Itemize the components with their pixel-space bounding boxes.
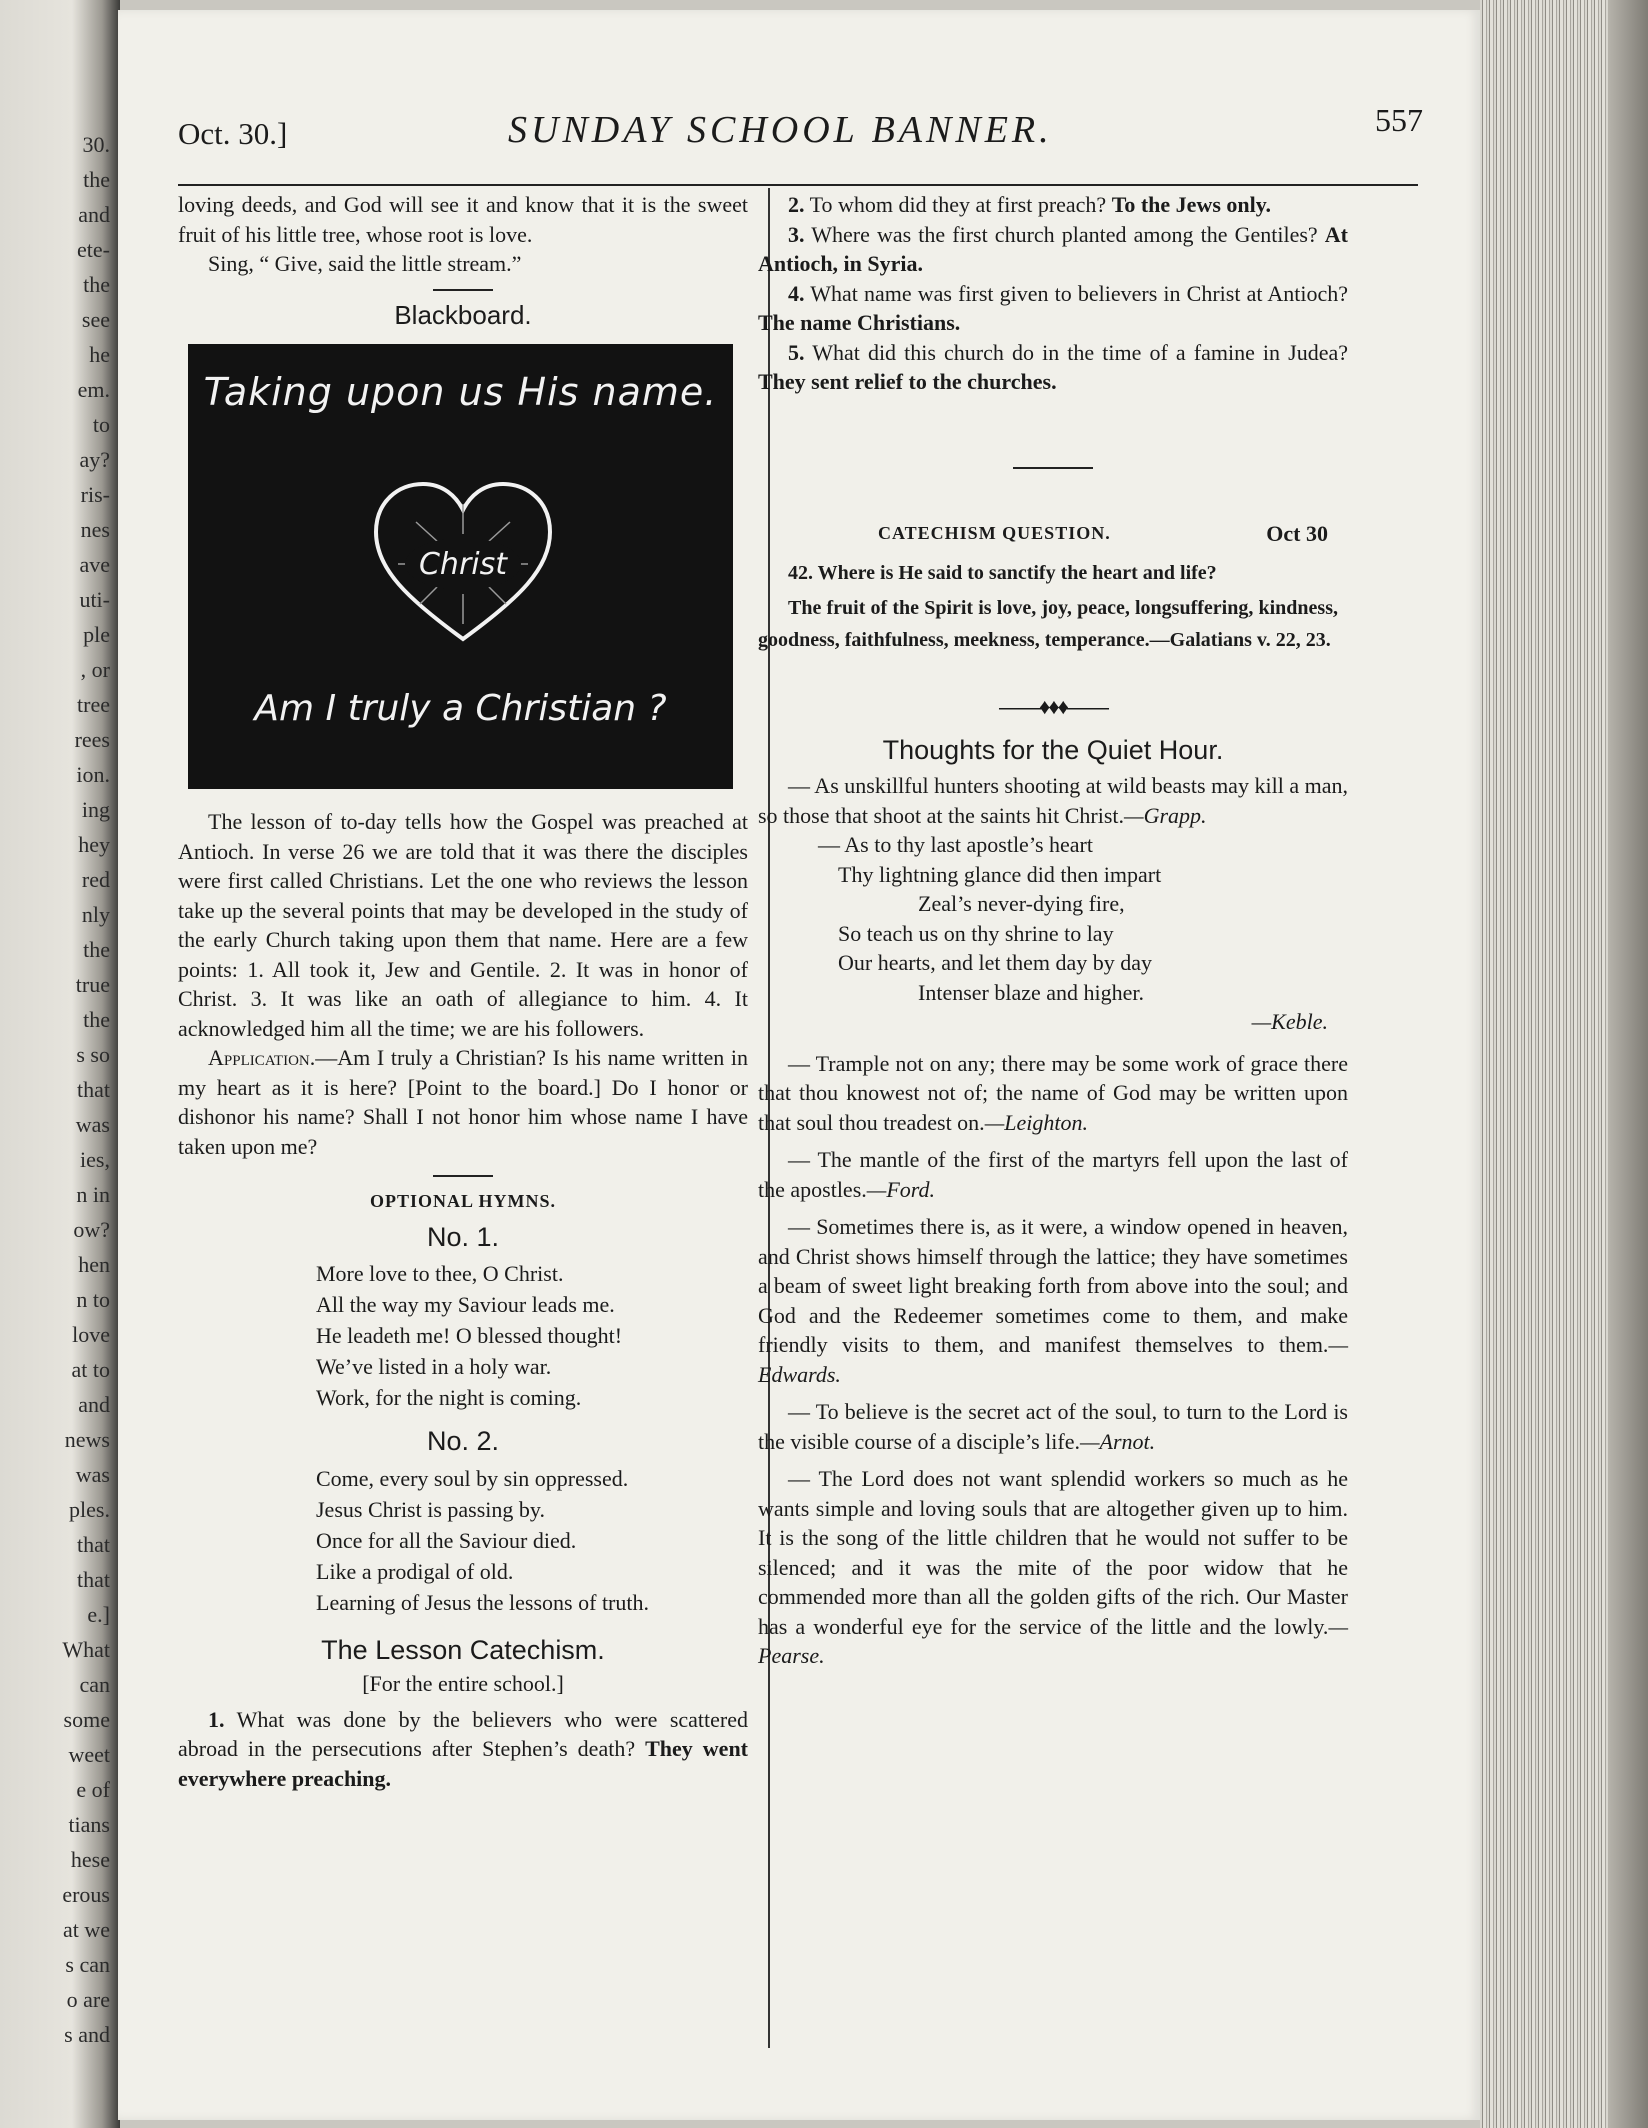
catechism-question-3 [758,220,1348,279]
gutter-fragment: ies, [80,1147,110,1172]
header-date: Oct. 30.] [178,116,288,151]
blackboard-illustration [188,344,733,789]
gutter-fragment: can [79,1672,110,1697]
gutter-fragment: ave [79,552,110,577]
catechism-question-5 [758,338,1348,397]
hymn-line: Jesus Christ is passing by. [316,1496,545,1522]
gutter-fragment: ple [83,622,110,647]
thought-4 [758,1212,1348,1389]
thought-2 [758,1049,1348,1138]
hymn-line: Learning of Jesus the lessons of truth. [316,1589,649,1615]
gutter-fragment: erous [62,1882,110,1907]
divider [1013,467,1093,469]
gutter-fragment: nly [81,902,110,927]
lesson-catechism-heading: The Lesson Catechism. [321,1634,605,1665]
intro-paragraph: loving deeds, and God will see it and know that it is the sweet fruit of his little tree, whose root is love. [178,192,748,247]
hymn-line: Come, every soul by sin oppressed. [316,1465,629,1491]
hymn-line: Once for all the Saviour died. [316,1527,577,1553]
question-answer: They went everywhere preaching. [178,1736,749,1791]
gutter-fragment: ples. [69,1497,110,1522]
gutter-fragment: hey [78,832,110,857]
catechism-questions [758,190,1348,397]
hymn1-heading: No. 1. [426,1221,500,1252]
gutter-fragment: s so [76,1042,110,1067]
gutter-fragment: hen [78,1252,110,1277]
gutter-fragment: see [81,307,110,332]
gutter-fragment: n in [76,1182,110,1207]
gutter-fragment: he [89,342,110,367]
gutter-fragment: rees [74,727,110,752]
thought-author: —Grapp. [1124,802,1207,828]
gutter-fragment: nes [80,517,110,542]
gutter-fragment: ow? [73,1217,110,1242]
page [118,10,1480,2120]
gutter-fragment: n to [76,1287,110,1312]
gutter-fragment: true [75,972,110,997]
poem-line: So teach us on thy shrine to lay [838,920,1114,946]
hymn-line: He leadeth me! O blessed thought! [316,1323,623,1348]
catechism-question-date: Oct 30 [1266,520,1328,546]
gutter-fragment: tians [68,1812,110,1837]
gutter-fragment: 30. [82,132,110,157]
gutter-fragment: that [77,1532,110,1557]
hymn-line: Like a prodigal of old. [316,1558,514,1584]
blackboard-heading: Blackboard. [394,299,532,330]
question-text: To whom did they at first preach? [809,192,1107,217]
gutter-fragment: red [81,867,110,892]
hymn-line: More love to thee, O Christ. [316,1261,564,1286]
thought-text: — The Lord does not want splendid workers so much as he wants simple and loving souls that are altogether given up to him. It is the song of the little children that he would not suffer to be silenced; and it was the mite of the poor widow that he commended more than all the golden gifts of the rich. Our Master has a wonderful eye for the service of the little and the lowly. [758,1466,1348,1639]
blackboard-line2: Am I truly a Christian ? [254,688,667,729]
poem-line: Our hearts, and let them day by day [838,950,1153,975]
gutter-fragment: the [83,937,110,962]
hymn-line: Work, for the night is coming. [316,1385,582,1410]
hymn-line: All the way my Saviour leads me. [316,1292,615,1317]
book-cover-edge [1608,0,1648,2128]
gutter-fragment: , or [80,657,110,682]
thought-3 [758,1145,1348,1204]
right-column [758,190,1348,1671]
poem [818,830,1348,1007]
catechism-question-1 [178,1705,748,1794]
question-text: What name was first given to believers in Christ at Antioch? [810,280,1348,306]
question-text: What did this church do in the time of a famine in Judea? [812,339,1348,365]
lesson-catechism-sub: [For the entire school.] [362,1671,564,1696]
thought-text: — The mantle of the first of the martyrs fell upon the last of the apostles. [758,1147,1348,1202]
left-column [178,190,748,1793]
page-number: 557 [1375,102,1423,138]
application-paragraph [178,1043,748,1161]
gutter-fragment: ete- [77,237,110,262]
gutter-fragment: e of [76,1777,110,1802]
gutter-fragment: and [78,202,110,227]
thought-author: —Edwards. [758,1332,1348,1387]
running-header [178,102,1423,168]
quiet-hour-heading: Thoughts for the Quiet Hour. [882,734,1224,765]
application-text: —Am I truly a Christian? Is his name written in my heart as it is here? [Point to the board.] Do I honor or dishonor his name? Shall I not honor him whose name I have taken upon me? [178,1045,748,1159]
question-answer: To the Jews only. [1111,192,1272,217]
optional-hymns-heading: OPTIONAL HYMNS. [369,1191,557,1211]
heart-word: Christ [418,547,508,582]
hymn-line: We’ve listed in a holy war. [316,1354,552,1379]
thought-text: — To believe is the secret act of the soul, to turn to the Lord is the visible course of a disciple’s life. [758,1399,1348,1454]
thought-author: —Pearse. [758,1613,1348,1668]
gutter-fragment: uti- [79,587,110,612]
question-text: What was done by the believers who were scattered abroad in the persecutions after Stephen’s death? [178,1706,748,1761]
gutter-fragment: What [62,1637,110,1662]
question-number: 1. [208,1706,225,1732]
thought-6 [758,1464,1348,1671]
gutter-fragment: ris- [80,482,110,507]
gutter-fragment: s can [65,1952,110,1977]
catechism-question-header [758,519,1348,553]
thought-text: — As unskillful hunters shooting at wild beasts may kill a man, so those that shoot at the saints hit Christ. [758,773,1348,828]
application-label: Application. [208,1045,316,1070]
gutter-fragment: ing [81,797,110,822]
ornament-divider: ——♦♦♦—— [999,694,1107,719]
gutter-fragment: tree [77,692,110,717]
gutter-fragment: was [75,1112,110,1137]
gutter-fragment: to [92,412,110,437]
gutter-fragment: at to [71,1357,110,1382]
hymn2-list [316,1463,748,1618]
question-number: 5. [788,339,805,365]
thought-author: —Arnot. [1079,1428,1156,1454]
gutter-fragment: at we [62,1917,110,1942]
header-rule [178,184,1418,186]
poem-line: — As to thy last apostle’s heart [818,832,1093,857]
question-number: 3. [788,221,805,247]
poem-line: Zeal’s never-dying fire, [918,891,1125,916]
question-number: 4. [788,280,805,306]
blackboard-line1: Taking upon us His name. [203,370,718,414]
poem-line: Thy lightning glance did then impart [838,861,1162,887]
gutter-fragment: o are [66,1987,110,2012]
catechism-question-2 [758,190,1348,220]
gutter-fragment: that [77,1077,110,1102]
cq-answer: The fruit of the Spirit is love, joy, peace, longsuffering, kindness, goodness, faithfulness, meekness, temperance.—Galatians v. 22, 23. [758,597,1338,651]
gutter-fragment: ion. [76,762,110,787]
question-answer: The name Christians. [758,310,961,335]
hymn1-list [316,1258,748,1413]
gutter-fragment: em. [77,377,110,402]
thought-5 [758,1397,1348,1456]
gutter-fragment: ay? [79,447,110,472]
book-page-edges [1480,0,1648,2128]
sing-line: Sing, “ Give, said the little stream.” [208,251,522,276]
previous-page-fragment [0,0,120,2128]
divider [433,1175,493,1177]
poem-author: —Keble. [1251,1009,1328,1034]
gutter-fragment: some [63,1707,110,1732]
gutter-fragment: e.] [87,1602,110,1627]
gutter-fragment: and [78,1392,110,1417]
gutter-fragment: the [83,1007,110,1032]
gutter-fragment: that [77,1567,110,1592]
question-answer: At Antioch, in Syria. [758,221,1349,276]
gutter-fragment: s and [64,2022,110,2047]
catechism-question-heading: CATECHISM QUESTION. [878,522,1111,543]
gutter-fragment: the [83,167,110,192]
heart-icon [368,474,558,649]
thought-1 [758,771,1348,830]
question-answer: They sent relief to the churches. [758,369,1057,394]
cq-question: 42. Where is He said to sanctify the heart and life? [788,561,1217,584]
hymn2-heading: No. 2. [426,1426,500,1456]
gutter-fragment: weet [68,1742,110,1767]
question-text: Where was the first church planted among the Gentiles? [811,221,1318,247]
gutter-fragment: news [64,1427,110,1452]
question-number: 2. [788,192,805,217]
lesson-paragraph: The lesson of to-day tells how the Gospel was preached at Antioch. In verse 26 we are told that it was there the disciples were first called Christians. Let the one who reviews the lesson take up the several points that may be developed in the study of the early Church taking upon them that name. Here are a few points: 1. All took it, Jew and Gentile. 2. It was in honor of Christ. 3. It was like an oath of allegiance to him. 4. It acknowledged him all the time; we are his followers. [178,809,748,1041]
catechism-question-4 [758,279,1348,338]
poem-line: Intenser blaze and higher. [918,979,1145,1005]
gutter-fragment: love [72,1322,110,1347]
thought-text: — Trample not on any; there may be some work of grace there that thou knowest not of; the name of God may be written upon that soul thou treadest on. [758,1050,1348,1135]
thought-text: — Sometimes there is, as it were, a window opened in heaven, and Christ shows himself through the lattice; they have sometimes a beam of sweet light breaking forth from above into the soul; and God and the Redeemer sometimes come to them, and make friendly visits to them, and manifest themselves to them. [758,1214,1348,1357]
gutter-fragment: hese [70,1847,110,1872]
divider [433,289,493,291]
gutter-fragment: was [75,1462,110,1487]
gutter-fragment: the [83,272,110,297]
thought-author: —Ford. [866,1176,936,1202]
thought-author: —Leighton. [984,1109,1088,1135]
header-title: SUNDAY SCHOOL BANNER. [508,109,1053,151]
